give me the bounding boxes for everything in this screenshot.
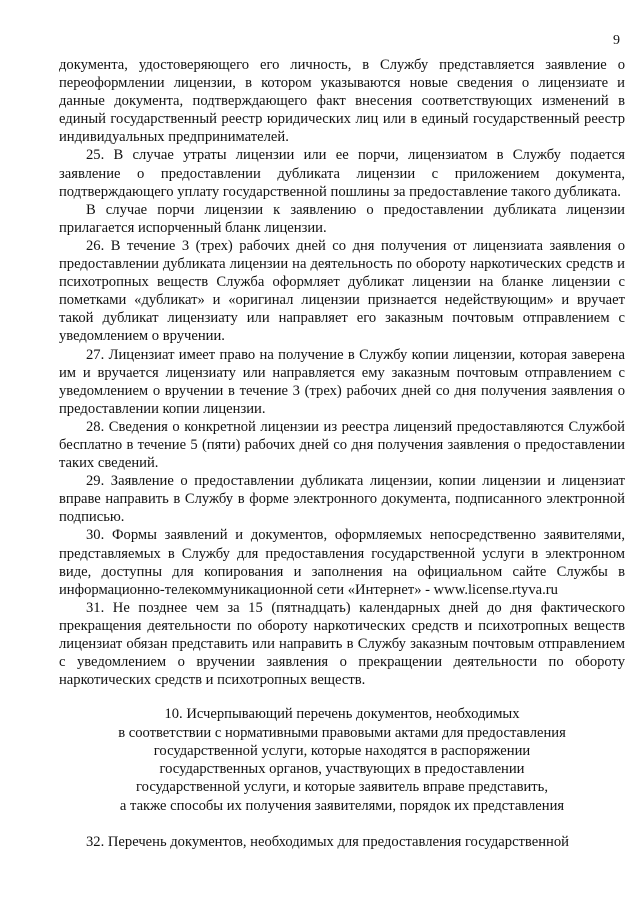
paragraph-continuation: документа, удостоверяющего его личность, в Службу представляется заявление о переоформлении лицензии, в котором указываются новые сведения о лицензиате и данные документа, подтверждающего факт внесения соответствующих изменений в единый государственный реестр юридических лиц или в единый государственный реестр индивидуальных предпринимателей. [59, 57, 625, 146]
section-heading [59, 705, 625, 815]
section-heading-line: государственной услуги, которые находятся в распоряжении [153, 742, 531, 759]
page-number: 9 [613, 33, 620, 48]
section-heading-line: в соответствии с нормативными правовыми актами для предоставления [118, 724, 566, 741]
paragraph-32: 32. Перечень документов, необходимых для предоставления государственной [86, 834, 569, 851]
paragraph-26: 26. В течение 3 (трех) рабочих дней со дня получения от лицензиата заявления о предоставлении дубликата лицензии на деятельность по обороту наркотических средств и психотропных веществ Служба оформляет дубликат лицензии на бланке лицензии с пометками «дубликат» и «оригинал лицензии признается недействующим» и вручает такой дубликат лицензиату или направляет его заказным почтовым отправлением с уведомлением о вручении. [59, 237, 625, 345]
paragraph-31: 31. Не позднее чем за 15 (пятнадцать) календарных дней до дня фактического прекращения деятельности по обороту наркотических средств и психотропных веществ лицензиат обязан представить или направить в Службу заказным почтовым отправлением с уведомлением о вручении заявления о прекращении деятельности по обороту наркотических средств и психотропных веществ. [59, 599, 625, 689]
paragraph-27: 27. Лицензиат имеет право на получение в Службу копии лицензии, которая заверена им и вручается лицензиату или направляется ему заказным почтовым отправлением с уведомлением о вручении в течение 3 (трех) рабочих дней со дня получения заявления о предоставлении копии лицензии. [59, 346, 625, 417]
paragraph-29: 29. Заявление о предоставлении дубликата лицензии, копии лицензии и лицензиат вправе направить в Службу в форме электронного документа, подписанного электронной подписью. [59, 473, 625, 526]
paragraph-25: 25. В случае утраты лицензии или ее порчи, лицензиатом в Службу подается заявление о предоставлении дубликата лицензии с приложением документа, подтверждающего уплату государственной пошлины за предоставление такого дубликата. [59, 147, 625, 200]
paragraph-28: 28. Сведения о конкретной лицензии из реестра лицензий предоставляются Службой бесплатно в течение 5 (пяти) рабочих дней со дня получения заявления о предоставлении таких сведений. [59, 418, 625, 472]
paragraph-30: 30. Формы заявлений и документов, оформляемых непосредственно заявителями, представляемых в Службу для предоставления государственной услуги в электронном виде, доступны для копирования и заполнения на официальном сайте Службы в информационно-телекоммуникационной сети «Интернет» - www.license.rtyva.ru [59, 527, 625, 598]
section-heading-line: 10. Исчерпывающий перечень документов, необходимых [164, 706, 520, 723]
section-heading-line: а также способы их получения заявителями, порядок их представления [119, 797, 565, 814]
section-heading-line: государственных органов, участвующих в предоставлении [159, 761, 525, 778]
paragraph-25-damage: В случае порчи лицензии к заявлению о предоставлении дубликата лицензии прилагается испорченный бланк лицензии. [59, 201, 625, 236]
document-body [59, 56, 625, 851]
section-heading-line: государственной услуги, и которые заявитель вправе представить, [136, 779, 548, 796]
